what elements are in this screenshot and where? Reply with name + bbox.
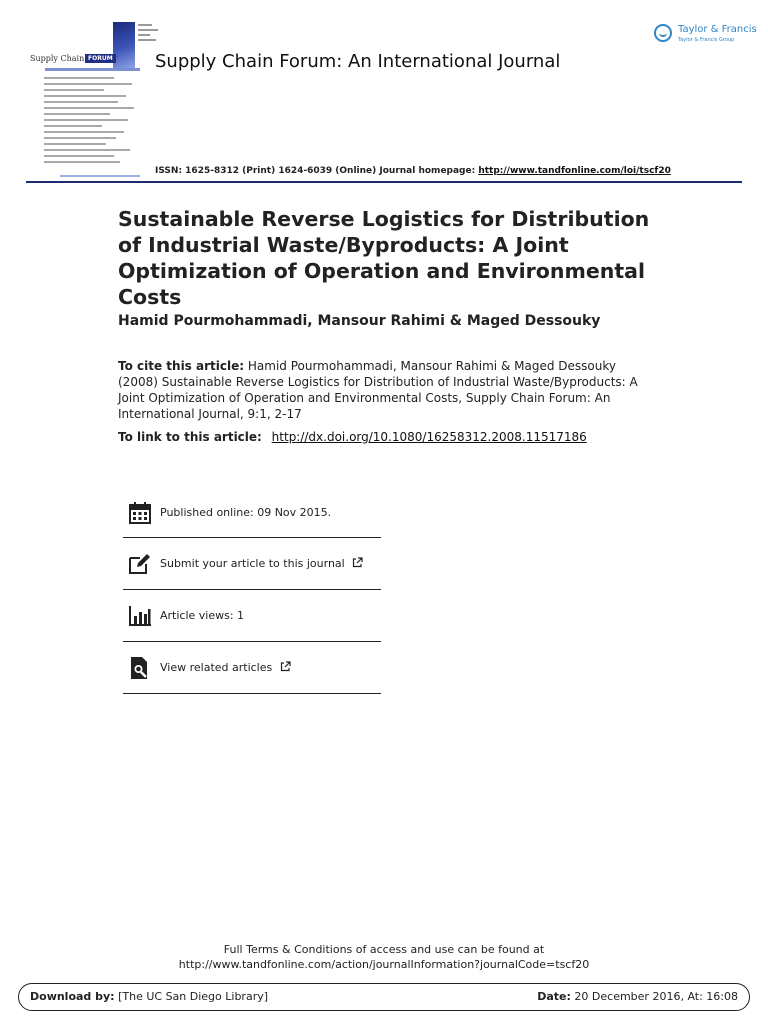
cover-title: Supply Chain	[30, 54, 85, 63]
download-date-value: 20 December 2016, At: 16:08	[574, 990, 738, 1003]
external-link-icon	[280, 661, 291, 672]
article-views-text: Article views: 1	[160, 609, 245, 622]
published-online-text: Published online: 09 Nov 2015.	[160, 506, 332, 519]
edit-icon	[127, 551, 153, 577]
terms-line-1: Full Terms & Conditions of access and use can be found at	[223, 943, 545, 956]
publisher-name: Taylor & Francis	[678, 24, 757, 35]
cover-footer-bar	[60, 175, 140, 177]
cover-issue-lines	[138, 24, 160, 44]
related-articles-row[interactable]	[123, 642, 381, 694]
article-link-label: To link to this article:	[118, 430, 262, 444]
download-by	[30, 990, 268, 1003]
terms-notice	[0, 942, 768, 972]
article-title: Sustainable Reverse Logistics for Distribution of Industrial Waste/Byproducts: A Joint Optimization of Operation and Environmental Costs	[118, 207, 650, 309]
download-by-label: Download by:	[30, 990, 115, 1003]
citation-text: Hamid Pourmohammadi, Mansour Rahimi & Maged Dessouky (2008) Sustainable Reverse Logistics for Distribution of Industrial Waste/Byproducts: A Joint Optimization of Operation and Environmental Costs, Supply Chain Forum: An International Journal, 9:1, 2-17	[118, 359, 638, 421]
publisher-group: Taylor & Francis Group	[678, 37, 735, 43]
journal-title: Supply Chain Forum: An International Journal	[155, 51, 561, 72]
citation-block	[118, 358, 648, 422]
submit-article-label: Submit your article to this journal	[160, 557, 345, 570]
download-info-bar	[18, 983, 750, 1011]
published-online-row	[123, 488, 381, 538]
issn-text: ISSN: 1625-8312 (Print) 1624-6039 (Online) Journal homepage:	[155, 166, 476, 176]
external-link-icon	[352, 557, 363, 568]
calendar-icon	[127, 500, 153, 526]
citation-label: To cite this article:	[118, 359, 245, 373]
related-articles-label: View related articles	[160, 661, 273, 674]
publisher-logo-icon	[654, 24, 672, 42]
download-date-label: Date:	[537, 990, 571, 1003]
document-search-icon	[127, 655, 153, 681]
article-authors: Hamid Pourmohammadi, Mansour Rahimi & Maged Dessouky	[118, 313, 601, 329]
download-date	[537, 990, 738, 1003]
issn-line	[155, 166, 671, 176]
cover-subtitle-bar	[45, 68, 140, 71]
related-articles-text	[160, 661, 291, 674]
article-info-list	[123, 488, 381, 694]
journal-homepage-link[interactable]: http://www.tandfonline.com/loi/tscf20	[478, 166, 671, 176]
header-divider	[26, 181, 742, 183]
cover-artwork	[113, 22, 135, 68]
bar-chart-icon	[127, 603, 153, 629]
cover-badge: FORUM	[85, 54, 116, 63]
article-views-row	[123, 590, 381, 642]
submit-article-text	[160, 557, 363, 570]
terms-link[interactable]: http://www.tandfonline.com/action/journalInformation?journalCode=tscf20	[178, 958, 590, 971]
doi-link[interactable]: http://dx.doi.org/10.1080/16258312.2008.11517186	[271, 430, 587, 444]
submit-article-row[interactable]	[123, 538, 381, 590]
journal-cover-thumbnail	[30, 20, 140, 180]
article-link-line	[118, 430, 587, 444]
download-by-value: [The UC San Diego Library]	[118, 990, 269, 1003]
cover-table-of-contents	[44, 77, 140, 167]
